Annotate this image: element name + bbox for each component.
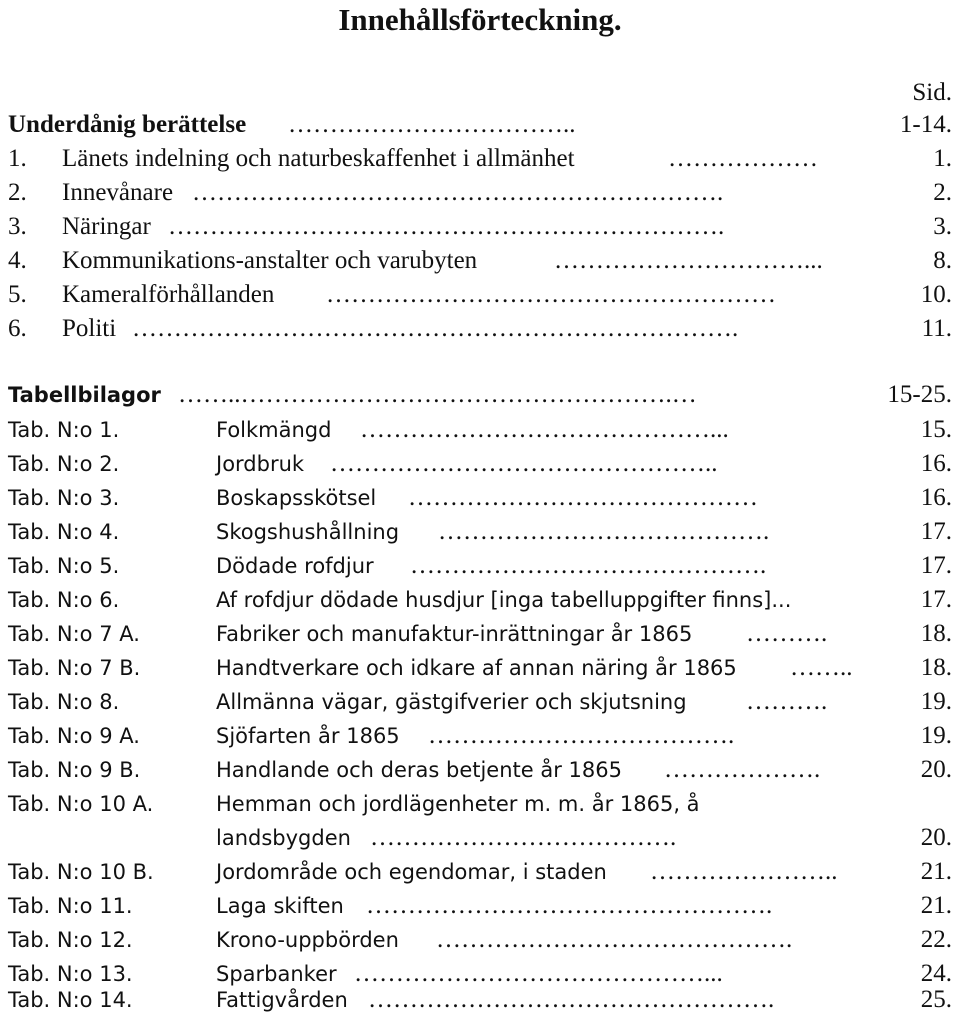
toc-entry [8,278,952,312]
leader-dots: ……………………………………. [436,926,793,953]
entry-label: Handlande och deras betjente år 1865 [216,758,622,782]
page-number: 18. [920,654,952,681]
entry-number: Tab. N:o 4. [8,520,120,544]
entry-label: Boskapsskötsel [216,486,377,510]
entry-label: Jordbruk [216,452,305,476]
page-number: 18. [920,620,952,647]
entry-label: Näringar [62,213,151,240]
heading-label: Underdånig berättelse [8,111,247,138]
leader-dots: ……………………………………. [410,552,767,579]
toc-entry [8,617,952,651]
page-number: 20. [920,756,952,783]
entry-label: Skogshushållning [216,520,400,544]
toc-entry [8,923,952,957]
entry-label: Innevånare [62,179,174,206]
leader-dots: ………………………………………………………………. [132,315,739,342]
toc-entry [8,651,952,685]
entry-label: Jordområde och egendomar, i staden [216,860,607,884]
page-number: 15-25. [887,381,952,408]
entry-number: Tab. N:o 14. [8,988,133,1012]
leader-dots: ………. [746,620,828,647]
entry-number: Tab. N:o 8. [8,690,120,714]
entry-number: Tab. N:o 12. [8,928,133,952]
toc-entry [8,176,952,210]
page-number: 22. [920,926,952,953]
entry-label: Fattigvården [216,988,348,1012]
toc-entry [8,753,952,787]
toc-entry [8,983,952,1017]
toc-entry [8,413,952,447]
leader-dots: …………………………………. [438,518,770,545]
entry-label: Dödade rofdjur [216,554,374,578]
entry-number: Tab. N:o 9 A. [8,724,140,748]
entry-number: 5. [8,281,27,308]
leader-dots: …….. [790,654,853,681]
page-number: 19. [920,722,952,749]
leader-dots: ……………………………………….. [330,450,718,477]
heading-label: Tabellbilagor [8,383,161,407]
toc-entry [8,787,952,855]
entry-number: Tab. N:o 10 A. [8,792,154,816]
leader-dots: …………………………….. [288,111,576,138]
entry-number: 1. [8,145,27,172]
toc-entry [8,549,952,583]
page-column-header: Sid. [912,79,952,106]
entry-number: Tab. N:o 7 B. [8,656,141,680]
toc-heading-tables [8,378,952,412]
leader-dots: …………………………………………. [368,986,775,1013]
entry-number: Tab. N:o 3. [8,486,120,510]
entry-label: Politi [62,315,117,342]
entry-number: Tab. N:o 11. [8,894,133,918]
entry-label: Sjöfarten år 1865 [216,724,400,748]
entry-label: Hemman och jordlägenheter m. m. år 1865, å [216,792,700,816]
page-number: 16. [920,484,952,511]
leader-dots: ………………. [664,756,821,783]
page-number: 17. [920,586,952,613]
leader-dots: ………………………………. [428,722,735,749]
entry-label: Länets indelning och naturbeskaffenhet i allmänhet [62,145,575,172]
leader-dots: ………………………………. [370,824,677,851]
page-number: 21. [920,892,952,919]
leader-dots: ………………………………………………………. [192,179,724,206]
entry-number: 2. [8,179,27,206]
leader-dots: ……………… [668,145,818,172]
entry-number: Tab. N:o 6. [8,588,120,612]
toc-entry [8,210,952,244]
page-number: 17. [920,552,952,579]
entry-number: Tab. N:o 10 B. [8,860,154,884]
leader-dots: …………………………... [554,247,823,274]
leader-dots: ……………………………………... [354,960,723,987]
leader-dots: …………………………………………………………. [168,213,725,240]
toc-entry [8,685,952,719]
page-number: 17. [920,518,952,545]
leader-dots: ……………………………………………… [326,281,776,308]
entry-number: Tab. N:o 1. [8,418,120,442]
entry-label: Krono-uppbörden [216,928,399,952]
entry-label: Kommunikations-anstalter och varubyten [62,247,478,274]
page-number: 1-14. [899,111,952,138]
entry-number: Tab. N:o 5. [8,554,120,578]
leader-dots: …………………………………………. [366,892,773,919]
page-number: 2. [933,179,952,206]
entry-label: Fabriker och manufaktur-inrättningar år 1865 [216,622,693,646]
page-number: 1. [933,145,952,172]
entry-label: Allmänna vägar, gästgifverier och skjutsning [216,690,687,714]
entry-label-continuation: landsbygden [216,826,351,850]
page-number: 24. [920,960,952,987]
entry-label: Handtverkare och idkare af annan näring år 1865 [216,656,737,680]
leader-dots: …………………………………… [408,484,758,511]
leader-dots: ………. [746,688,828,715]
toc-entry [8,719,952,753]
toc-entry [8,889,952,923]
entry-label: Sparbanker [216,962,337,986]
toc-heading-report [8,108,952,142]
leader-dots: ……..…………………………………………….… [178,381,697,408]
page-number: 11. [921,315,952,342]
entry-number: 6. [8,315,27,342]
page-title: Innehållsförteckning. [338,2,622,37]
page-number: 19. [920,688,952,715]
page-number: 16. [920,450,952,477]
entry-number: Tab. N:o 2. [8,452,120,476]
entry-number: 4. [8,247,27,274]
entry-label: Kameralförhållanden [62,281,275,308]
entry-number: 3. [8,213,27,240]
toc-entry [8,312,952,346]
page-number: 25. [920,986,952,1013]
leader-dots: ……………………………………... [360,416,729,443]
entry-number: Tab. N:o 13. [8,962,133,986]
toc-entry [8,142,952,176]
toc-entry [8,481,952,515]
page-number: 20. [920,824,952,851]
page-number: 10. [920,281,952,308]
page-number: 3. [933,213,952,240]
toc-entry [8,244,952,278]
entry-number: Tab. N:o 9 B. [8,758,141,782]
entry-label: Af rofdjur dödade husdjur [inga tabelluppgifter finns]... [216,588,792,612]
entry-number: Tab. N:o 7 A. [8,622,140,646]
leader-dots: ………………….. [650,858,838,885]
entry-label: Folkmängd [216,418,332,442]
toc-entry [8,447,952,481]
entry-label: Laga skiften [216,894,344,918]
page-number: 8. [933,247,952,274]
page-number: 21. [920,858,952,885]
page-number: 15. [920,416,952,443]
toc-entry [8,583,952,617]
toc-entry [8,855,952,889]
toc-entry [8,515,952,549]
